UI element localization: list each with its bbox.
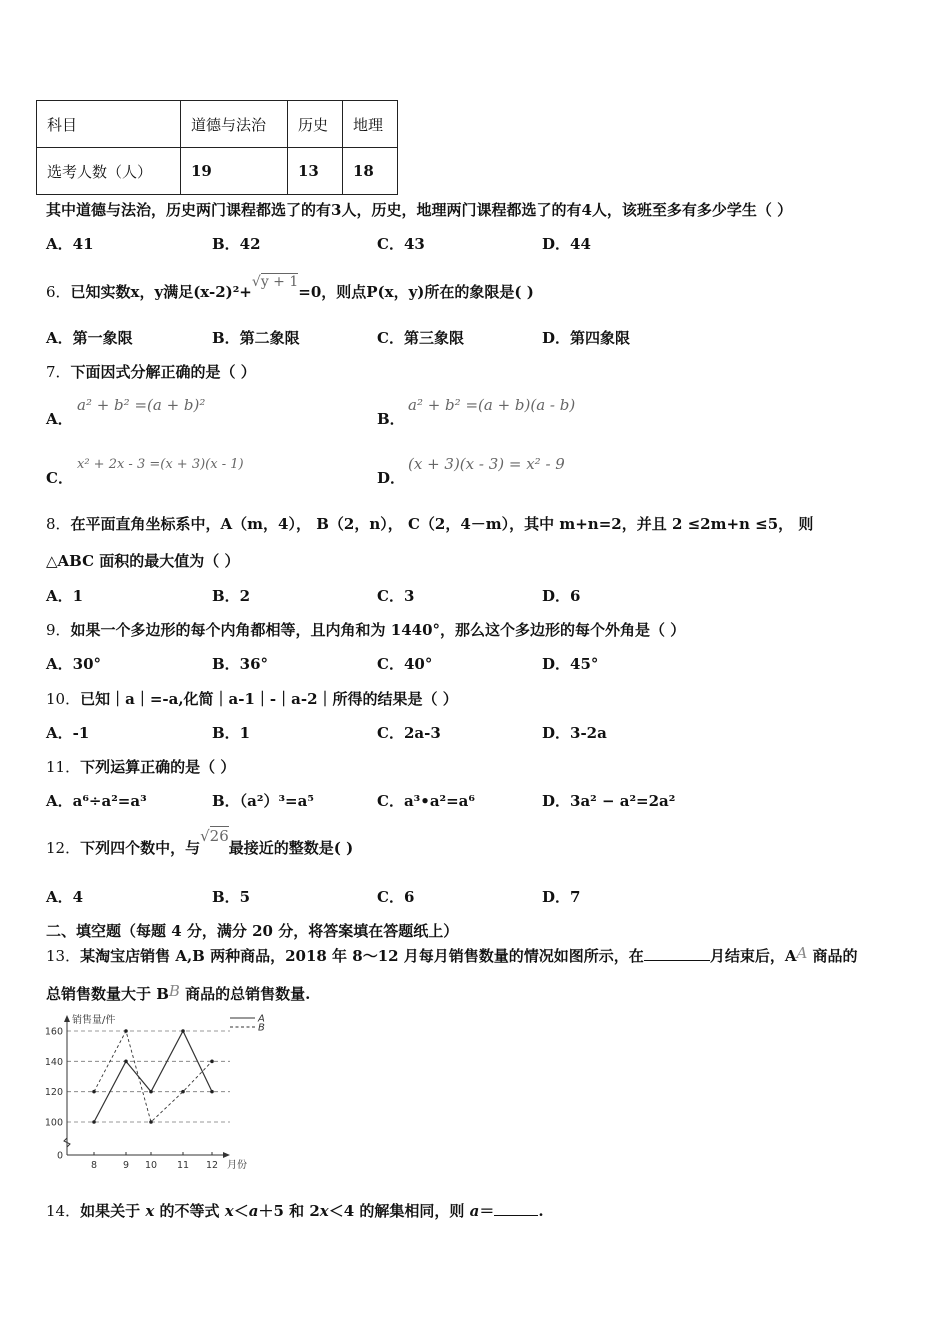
table-cell: 科目: [37, 101, 181, 148]
q7-expr-d: (x + 3)(x - 3) = x² - 9: [408, 455, 565, 473]
q11-option-c: C．a³•a²=a⁶: [377, 792, 475, 810]
q11-option-b: B．（a²）³=a⁵: [212, 792, 314, 810]
q14-text: ＝: [479, 1202, 495, 1220]
q10-stem: 已知｜a｜=-a,化简｜a-1｜-｜a-2｜所得的结果是（ ）: [80, 690, 458, 708]
question-number: 7．: [46, 363, 71, 381]
q8-option-a: A．1: [46, 587, 84, 605]
answer-blank[interactable]: [494, 1201, 538, 1216]
question-9: [46, 619, 685, 640]
sales-line-chart: [40, 1010, 280, 1175]
q11-option-a: A．a⁶÷a²=a³: [46, 792, 147, 810]
q8-option-b: B．2: [212, 587, 251, 605]
data-point-A: [149, 1090, 153, 1094]
q14-text: 如果关于: [80, 1202, 146, 1220]
q13-line1-c: 商品的: [807, 947, 858, 965]
series-line-A: [94, 1031, 212, 1122]
q5-stem: 其中道德与法治，历史两门课程都选了的有3人，历史，地理两门课程都选了的有4人，该班至多有多少学生（ ）: [46, 201, 793, 219]
y-tick-label: 100: [44, 1117, 63, 1129]
table-cell: 地理: [343, 101, 398, 148]
q14-text: ＜4 的解集相同，则: [328, 1202, 470, 1220]
q14-var: x: [319, 1202, 329, 1220]
q14-text: .: [538, 1202, 544, 1220]
q9-option-b: B．36°: [212, 655, 269, 673]
y-tick-label: 120: [44, 1087, 63, 1099]
data-point-A: [124, 1060, 128, 1064]
sqrt-sign-icon: √: [251, 274, 261, 290]
q11-stem: 下列运算正确的是（ ）: [80, 758, 236, 776]
sqrt-radicand: 26: [209, 827, 229, 845]
question-number: 14．: [46, 1202, 81, 1220]
table-cell: 13: [288, 148, 343, 195]
q13-line1-b: 月结束后，A: [709, 947, 797, 965]
sqrt-radicand: y + 1: [260, 274, 299, 290]
sqrt-expression: [252, 274, 298, 290]
italic-letter: B: [168, 982, 180, 1000]
q8-option-c: C．3: [377, 587, 415, 605]
q12-option-b: B．5: [212, 888, 251, 906]
table-cell: 道德与法治: [181, 101, 288, 148]
y-axis-arrow-icon: [64, 1015, 70, 1022]
q9-option-a: A．30°: [46, 655, 102, 673]
question-11: [46, 756, 235, 777]
legend-label: B: [258, 1022, 265, 1034]
q12-stem-b: 最接近的整数是( ): [228, 839, 354, 857]
q6-option-c: C．第三象限: [377, 329, 464, 347]
table-cell: 19: [181, 148, 288, 195]
sqrt-expression: [200, 827, 229, 845]
y-tick-label: 160: [44, 1026, 63, 1038]
q9-stem: 如果一个多边形的每个内角都相等，且内角和为 1440°，那么这个多边形的每个外角是（ ）: [70, 621, 686, 639]
table-row: [37, 148, 398, 195]
q12-stem-a: 下列四个数中，与: [80, 839, 201, 857]
q14-text: ＜: [233, 1202, 249, 1220]
sqrt-sign-icon: √: [200, 827, 210, 845]
question-12: [46, 827, 354, 858]
data-point-A: [181, 1029, 185, 1033]
q7-label-c: C．: [46, 469, 73, 487]
answer-blank[interactable]: [644, 946, 710, 961]
question-7: [46, 361, 256, 382]
q6-option-b: B．第二象限: [212, 329, 300, 347]
q11-option-d: D．3a² − a²=2a²: [542, 792, 676, 810]
data-point-B: [149, 1120, 153, 1124]
y-tick-label: 140: [44, 1056, 63, 1068]
data-point-A: [210, 1090, 214, 1094]
question-number: 11．: [46, 758, 81, 776]
q7-label-d: D．: [377, 469, 406, 487]
question-number: 8．: [46, 515, 71, 533]
x-tick-label: 10: [144, 1160, 158, 1171]
q9-option-d: D．45°: [542, 655, 599, 673]
question-6: [46, 274, 534, 302]
q14-var: a: [469, 1202, 480, 1220]
q10-option-b: B．1: [212, 724, 251, 742]
q13-line1-a: 某淘宝店销售 A,B 两种商品，2018 年 8～12 月每月销售数量的情况如图所示，在: [80, 947, 644, 965]
x-axis-label: 月份: [227, 1160, 247, 1171]
y-tick-label: 0: [56, 1150, 63, 1162]
q7-expr-c: x² + 2x - 3 =(x + 3)(x - 1): [77, 457, 244, 472]
x-tick-label: 9: [122, 1160, 130, 1171]
q9-option-c: C．40°: [377, 655, 433, 673]
q14-var: x: [145, 1202, 155, 1220]
question-8: [46, 513, 813, 534]
q10-option-c: C．2a-3: [377, 724, 441, 742]
section-heading: 二、填空题（每题 4 分，满分 20 分，将答案填在答题纸上）: [46, 922, 459, 940]
q14-text: ＋5 和 2: [258, 1202, 320, 1220]
q5-option-d: D．44: [542, 235, 591, 253]
question-number: 12．: [46, 839, 81, 857]
q14-var: a: [248, 1202, 259, 1220]
q13-line2-a: 总销售数量大于 B: [46, 985, 169, 1003]
q6-stem-b: =0，则点P(x，y)所在的象限是( ): [298, 283, 534, 301]
q10-option-a: A．-1: [46, 724, 90, 742]
q7-expr-b: a² + b² =(a + b)(a - b): [408, 396, 576, 414]
q6-option-d: D．第四象限: [542, 329, 631, 347]
q7-expr-a: a² + b² =(a + b)²: [77, 396, 206, 414]
q12-option-a: A．4: [46, 888, 84, 906]
q6-option-a: A．第一象限: [46, 329, 133, 347]
q5-option-b: B．42: [212, 235, 261, 253]
chart-legend: [230, 1014, 265, 1034]
chart-grid: [67, 1031, 230, 1122]
question-number: 6．: [46, 283, 71, 301]
data-point-B: [210, 1060, 214, 1064]
data-point-B: [181, 1090, 185, 1094]
y-axis-label: 销售量/件: [72, 1015, 116, 1026]
q12-option-d: D．7: [542, 888, 581, 906]
question-number: 9．: [46, 621, 71, 639]
question-14: [46, 1200, 544, 1221]
x-tick-label: 12: [205, 1160, 219, 1171]
q6-stem-a: 已知实数x，y满足(x-2)²+: [70, 283, 252, 301]
table-header-row: [37, 101, 398, 148]
q8-option-d: D．6: [542, 587, 581, 605]
table-cell: 选考人数（人）: [37, 148, 181, 195]
table-cell: 18: [343, 148, 398, 195]
x-tick-label: 11: [176, 1160, 190, 1171]
q7-label-b: B．: [377, 410, 405, 428]
data-point-A: [92, 1120, 96, 1124]
legend-label: A: [258, 1013, 265, 1025]
question-number: 13．: [46, 947, 81, 965]
q10-option-d: D．3-2a: [542, 724, 607, 742]
question-10: [46, 688, 458, 709]
chart-series: [92, 1029, 214, 1124]
q8-stem-line2: △ABC 面积的最大值为（ ）: [46, 552, 240, 570]
q7-label-a: A．: [46, 410, 73, 428]
table-cell: 历史: [288, 101, 343, 148]
italic-letter: A: [796, 944, 808, 962]
q13-line2-b: 商品的总销售数量.: [179, 985, 311, 1003]
q7-stem: 下面因式分解正确的是（ ）: [70, 363, 256, 381]
x-axis-arrow-icon: [223, 1152, 230, 1158]
subject-table: [36, 100, 398, 195]
q5-option-c: C．43: [377, 235, 425, 253]
q8-stem-line1: 在平面直角坐标系中，A（m，4）， B（2，n）， C（2，4－m），其中 m+n=2，并且 2 ≤2m+n ≤5， 则: [70, 515, 814, 533]
data-point-B: [92, 1090, 96, 1094]
q12-option-c: C．6: [377, 888, 415, 906]
data-point-B: [124, 1029, 128, 1033]
q14-var: x: [224, 1202, 234, 1220]
series-line-B: [94, 1031, 212, 1122]
q13-line2: [46, 983, 310, 1004]
q5-option-a: A．41: [46, 235, 94, 253]
question-13: [46, 945, 858, 966]
x-tick-label: 8: [90, 1160, 98, 1171]
question-number: 10．: [46, 690, 81, 708]
q14-text: 的不等式: [154, 1202, 225, 1220]
